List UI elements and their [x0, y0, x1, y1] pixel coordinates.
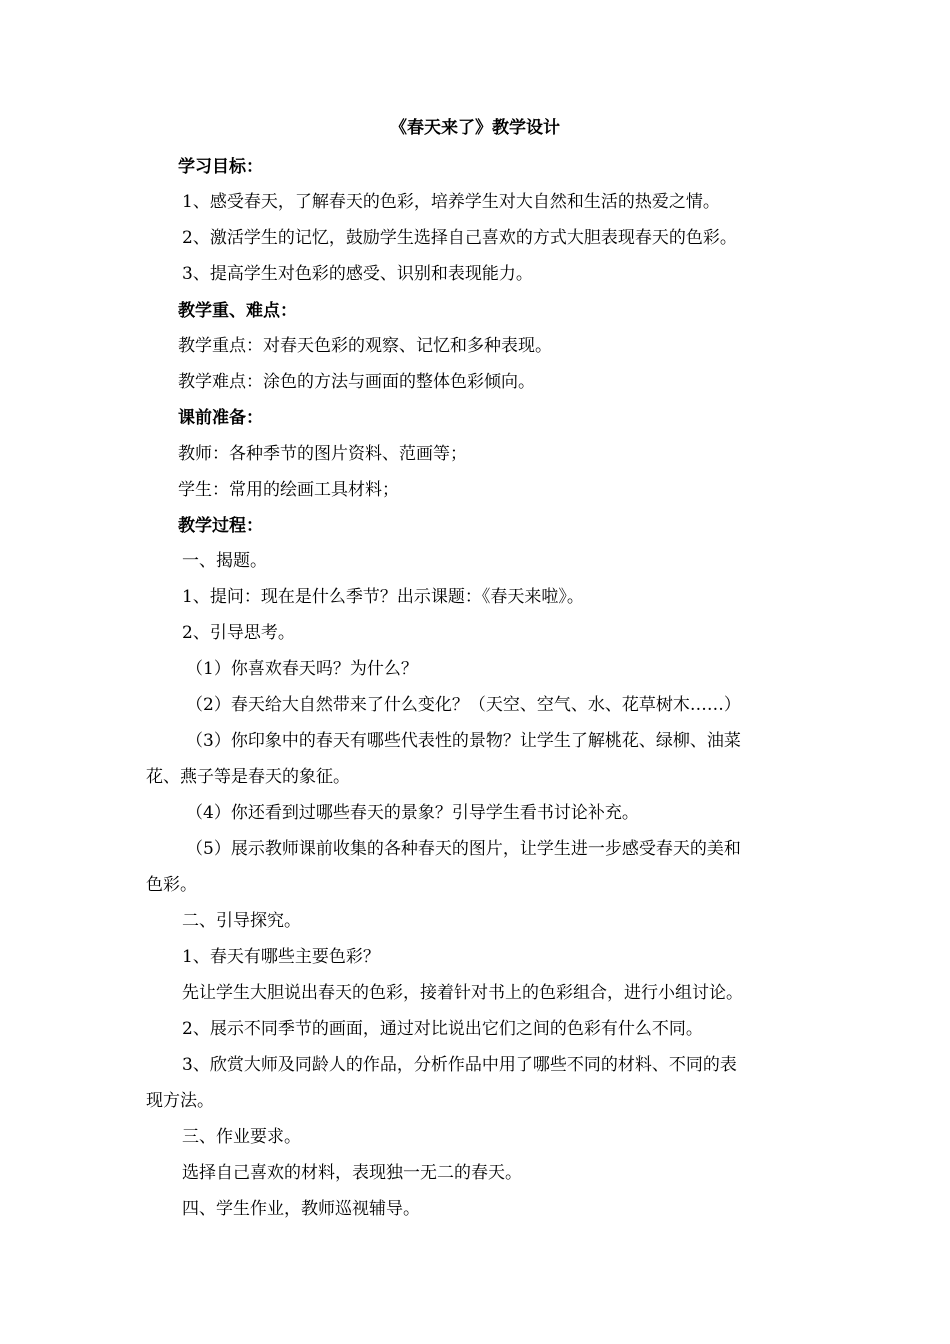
- paragraph: 先让学生大胆说出春天的色彩，接着针对书上的色彩组合，进行小组讨论。: [182, 983, 743, 1003]
- paragraph: 2、展示不同季节的画面，通过对比说出它们之间的色彩有什么不同。: [182, 1019, 703, 1039]
- focus-item: 教学重点：对春天色彩的观察、记忆和多种表现。: [178, 336, 552, 356]
- process-heading: 教学过程：: [178, 516, 263, 536]
- paragraph: 3、欣赏大师及同龄人的作品，分析作品中用了哪些不同的材料、不同的表: [182, 1055, 737, 1075]
- document-title: 《春天来了》教学设计: [390, 118, 560, 138]
- section-title: 四、学生作业，教师巡视辅导。: [182, 1199, 420, 1219]
- section-title: 二、引导探究。: [182, 911, 301, 931]
- goal-item: 3、提高学生对色彩的感受、识别和表现能力。: [182, 264, 533, 284]
- question-item-continued: 花、燕子等是春天的象征。: [146, 767, 350, 787]
- section-title: 三、作业要求。: [182, 1127, 301, 1147]
- question-item: （5）展示教师课前收集的各种春天的图片，让学生进一步感受春天的美和: [186, 839, 741, 859]
- goals-heading: 学习目标：: [178, 157, 263, 177]
- goal-item: 2、激活学生的记忆，鼓励学生选择自己喜欢的方式大胆表现春天的色彩。: [182, 228, 737, 248]
- section-title: 一、揭题。: [182, 551, 267, 571]
- paragraph: 1、春天有哪些主要色彩？: [182, 947, 380, 967]
- question-item: （1）你喜欢春天吗？为什么？: [186, 659, 418, 679]
- focus-item: 教学难点：涂色的方法与画面的整体色彩倾向。: [178, 372, 535, 392]
- focus-heading: 教学重、难点：: [178, 301, 297, 321]
- prep-item: 教师：各种季节的图片资料、范画等；: [178, 444, 467, 464]
- paragraph: 1、提问：现在是什么季节？出示课题：《春天来啦》。: [182, 587, 584, 607]
- question-item: （4）你还看到过哪些春天的景象？引导学生看书讨论补充。: [186, 803, 639, 823]
- prep-item: 学生：常用的绘画工具材料；: [178, 480, 399, 500]
- question-item-continued: 色彩。: [146, 875, 197, 895]
- paragraph-continued: 现方法。: [146, 1091, 214, 1111]
- goal-item: 1、感受春天，了解春天的色彩，培养学生对大自然和生活的热爱之情。: [182, 192, 720, 212]
- paragraph: 2、引导思考。: [182, 623, 295, 643]
- prep-heading: 课前准备：: [178, 408, 263, 428]
- paragraph: 选择自己喜欢的材料，表现独一无二的春天。: [182, 1163, 522, 1183]
- question-item: （3）你印象中的春天有哪些代表性的景物？让学生了解桃花、绿柳、油菜: [186, 731, 741, 751]
- question-item: （2）春天给大自然带来了什么变化？（天空、空气、水、花草树木……）: [186, 695, 741, 715]
